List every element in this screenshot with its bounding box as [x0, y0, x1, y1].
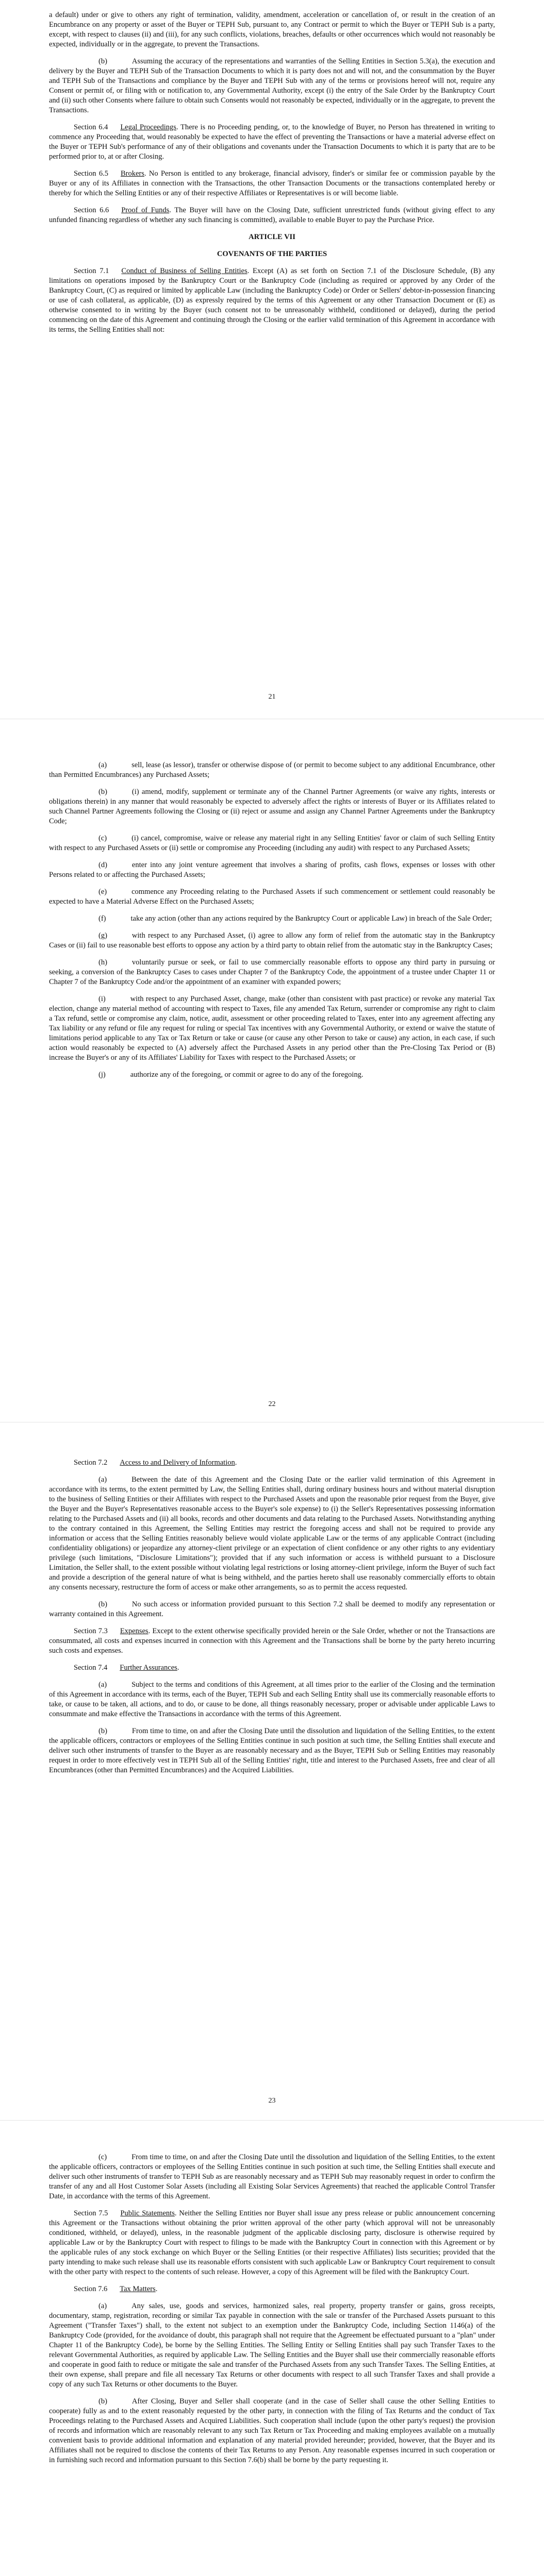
page-21-content	[49, 10, 495, 342]
clause-label: (b)	[98, 1727, 107, 1735]
clause-label: (h)	[98, 958, 107, 967]
section-number: Section 7.3	[74, 1627, 108, 1635]
section-paragraph: Section 7.6 Tax Matters.	[74, 2285, 158, 2293]
section-paragraph: Section 7.3 Expenses. Except to the extent otherwise specifically provided herein or the Sale Order, whether or not the Transactions are consummated, all costs and expenses incurred in connection with this Agreement and the Transactions shall be borne by the party hereto incurring such costs and expenses.	[49, 1627, 495, 1655]
clause-paragraph	[49, 760, 495, 780]
page-21	[0, 0, 544, 716]
clause-text: enter into any joint venture agreement that involves a sharing of profits, cash flows, expenses or losses with other Persons related to or affecting the Purchased Assets;	[49, 861, 495, 879]
clause-paragraph	[49, 2301, 495, 2389]
clause-paragraph	[49, 958, 495, 987]
clause-text: Subject to the terms and conditions of this Agreement, at all times prior to the earlier of the Closing and the termination of this Agreement in accordance with its terms, each of the Buyer, TEPH Sub and each Selling Entity shall use its commercially reasonable efforts to take, or cause to be taken, all actions, and to do, or cause to be done, all things reasonably necessary, proper or advisable under applicable Laws to consummate and make effective the Transactions in accordance with the terms of this Agreement.	[49, 1681, 495, 1718]
clause-paragraph	[49, 1726, 495, 1775]
section-number: Section 7.1	[74, 267, 109, 275]
section-number: Section 6.6	[74, 206, 109, 214]
clause-paragraph	[49, 834, 495, 853]
section-number: Section 6.5	[74, 170, 108, 178]
section-number: Section 6.4	[74, 123, 108, 131]
clause-label: (b)	[98, 788, 107, 796]
clause-text: Any sales, use, goods and services, harmonized sales, real property, property transfer or gains, gross receipts, documentary, stamp, registration, recording or similar Tax payable in connection with the sale or transfer of the Purchased Assets pursuant to this Agreement ("Transfer Taxes") shall, to the extent not subject to an exemption under the Bankruptcy Code, including Section 1146(a) of the Bankruptcy Code (provided, for the avoidance of doubt, this paragraph shall not require that the Agreement be effectuated pursuant to a "plan" under Chapter 11 of the Bankruptcy Code), be borne by the Selling Entities. The Selling Entity or Selling Entities shall pay such Transfer Taxes to the relevant Governmental Authorities, as required by applicable Law. The Selling Entities and the Buyer shall use their commercially reasonable efforts and cooperate in good faith to reduce or mitigate the sale and transfer of the Purchased Assets from any such Transfer Taxes. The Selling Entities, at their own expense, shall prepare and file all necessary Tax Returns or other documents with respect to all such Transfer Taxes and shall provide a copy of any such Tax Returns or other documents to the Buyer.	[49, 2302, 495, 2388]
section-text: There is no Proceeding pending, or, to the knowledge of Buyer, no Person has threatened in writing to commence any Proceeding that, would reasonably be expected to have the effect of preventing the Transactions or have a material adverse effect on the Buyer or TEPH Sub's performance of any of their obligations and covenants under the Transaction Documents to which it is party that are to be performed prior to, at or after Closing.	[49, 123, 495, 161]
section-heading: Access to and Delivery of Information	[120, 1459, 235, 1467]
clause-label: (a)	[98, 1476, 107, 1484]
section-text: The Buyer will have on the Closing Date, sufficient unrestricted funds (without giving effect to any unfunded financing regardless of whether any such financing is committed), available to enable Buyer to pay the Purchase Price.	[49, 206, 495, 224]
clause-label: (f)	[98, 914, 106, 923]
page-24-content	[49, 2153, 495, 2472]
section-number: Section 7.2	[74, 1459, 108, 1467]
section-heading: Tax Matters	[120, 2285, 156, 2293]
clause-paragraph	[49, 2153, 495, 2201]
clause-paragraph	[49, 1600, 495, 1619]
clause-label: (a)	[98, 761, 107, 769]
page-22	[0, 721, 544, 1422]
section-paragraph: Section 6.5 Brokers. No Person is entitled to any brokerage, financial advisory, finder's or similar fee or commission payable by the Buyer or any of its Affiliates in connection with the Transactions, the other Transaction Documents or the transactions contemplated hereby or thereby for which the Selling Entities or any of their respective Affiliates or Representatives is or will become liable.	[49, 170, 496, 197]
clause-label: (b)	[98, 2397, 107, 2405]
clause-label: (a)	[98, 1681, 107, 1689]
clause-text: (i) amend, modify, supplement or terminate any of the Channel Partner Agreements (or waive any rights, interests or obligations therein) in any manner that would reasonably be expected to adversely affect the rights or interests of Buyer or its Affiliates related to such Channel Partner Agreements following the Closing or (ii) reject or assume and assign any Channel Partner Agreements under the Bankruptcy Code;	[49, 788, 495, 825]
clause-label: (j)	[98, 1071, 106, 1079]
section-heading: Expenses	[120, 1627, 149, 1635]
clause-label: (c)	[98, 834, 107, 842]
clause-text: with respect to any Purchased Asset, change, make (other than consistent with past practice) or revoke any material Tax election, change any material method of accounting with respect to Taxes, file any amended Tax Return, surrender or compromise any right to claim a Tax refund, settle or compromise any claim, notice, audit, assessment or other proceeding related to Taxes, enter into any agreement affecting any Tax liability or any refund or file any request for ruling or special Tax incentives with any Governmental Authority, or extend or waive the statute of limitations period applicable to any Tax or Tax Return or take or cause (or cause any other Person to take or cause) any action, in each case, if such action would reasonably be expected to (A) adversely affect the Purchased Assets in any period other than the Pre-Closing Tax Period or (B) increase the Buyer's or any of its Affiliates' Liability for Taxes with respect to the Purchased Assets; or	[49, 995, 495, 1062]
clause-paragraph	[49, 2397, 495, 2465]
clause-paragraph	[49, 1475, 495, 1592]
clause-text: authorize any of the foregoing, or commit or agree to do any of the foregoing.	[130, 1071, 364, 1079]
clause-paragraph	[49, 931, 495, 951]
clause-text: From time to time, on and after the Closing Date until the dissolution and liquidation of the Selling Entities, to the extent the applicable officers, contractors or employees of the Selling Entities continue in such position at such time, the Selling Entities shall execute and deliver such other instruments of transfer to TEPH Sub as are reasonably necessary and as TEPH Sub may reasonably request in order to confirm the transfer of any and all Host Customer Solar Assets (including all Existing Solar Services Agreements) that reached the applicable Control Transfer Date, in accordance with the terms of this Agreement.	[49, 2153, 495, 2200]
clause-label: (e)	[98, 888, 107, 896]
section-text: Except to the extent otherwise specifically provided herein or the Sale Order, whether or not the Transactions are consummated, all costs and expenses incurred in connection with this Agreement and the Transactions shall be borne by the party hereto incurring such costs and expenses.	[49, 1627, 495, 1655]
clause-text: After Closing, Buyer and Seller shall cooperate (and in the case of Seller shall cause the other Selling Entities to cooperate) fully as and to the extent reasonably requested by the other party, in connection with the filing of Tax Returns and the conduct of Tax Proceedings relating to the Purchased Assets and Acquired Liabilities. Such cooperation shall include (upon the other party's request) the provision of records and information which are reasonably relevant to any such Tax Return or Tax Proceeding and making employees available on a mutually convenient basis to provide additional information and explanation of any material provided hereunder; provided, however, that the Buyer and its Affiliates shall not be required to disclose the contents of their Tax Returns to any Person. Any reasonable expenses incurred in such cooperation or in furnishing such record and information pursuant to this Section 7.6(b) shall be borne by the party requesting it.	[49, 2397, 495, 2464]
clause-text: take any action (other than any actions required by the Bankruptcy Court or applicable Law) in breach of the Sale Order;	[130, 914, 492, 923]
clause-paragraph	[49, 860, 495, 880]
section-number: Section 7.5	[74, 2209, 108, 2217]
clause-label: (c)	[98, 2153, 107, 2161]
clause-text: commence any Proceeding relating to the Purchased Assets if such commencement or settlement could reasonably be expected to have a Material Adverse Effect on the Purchased Assets;	[49, 888, 495, 906]
section-paragraph: Section 6.4 Legal Proceedings. There is no Proceeding pending, or, to the knowledge of Buyer, no Person has threatened in writing to commence any Proceeding that, would reasonably be expected to have the effect of preventing the Transactions or have a material adverse effect on the Buyer or TEPH Sub's performance of any of their obligations and covenants under the Transaction Documents to which it is party that are to be performed prior to, at or after Closing.	[49, 123, 495, 161]
section-heading: Proof of Funds	[121, 206, 170, 214]
clause-text: Assuming the accuracy of the representations and warranties of the Selling Entities in Section 5.3(a), the execution and delivery by the Buyer and TEPH Sub of the Transaction Documents to which it is party does not and will not, and the consummation by the Buyer and TEPH Sub of the Transactions and compliance by the Buyer and TEPH Sub with any of the terms or provisions hereof will not, require any Consent or permit of, or filing with or notification to, any Governmental Authority, except (i) the entry of the Sale Order by the Bankruptcy Court and (ii) such other Consents where failure to obtain such Consents would not reasonably be expected, individually or in the aggregate, to prevent the Transactions.	[49, 57, 495, 114]
clause-text: No such access or information provided pursuant to this Section 7.2 shall be deemed to modify any representation or warranty contained in this Agreement.	[49, 1600, 495, 1618]
clause-text: From time to time, on and after the Closing Date until the dissolution and liquidation of the Selling Entities, to the extent the applicable officers, contractors or employees of the Selling Entities continue in such position at such time, the Selling Entities shall execute and deliver such other instruments of transfer to the Buyer as are reasonably necessary and as the Buyer, TEPH Sub or Selling Entities may reasonably request in order to more effectively vest in TEPH Sub all of the Selling Entities' right, title and interest to the Purchased Assets, free and clear of all Encumbrances (other than Permitted Encumbrances) and the Acquired Liabilities.	[49, 1727, 495, 1774]
section-heading: Conduct of Business of Selling Entities	[121, 267, 248, 275]
page-number: 21	[268, 693, 276, 701]
section-heading: Further Assurances	[120, 1664, 177, 1672]
section-paragraph: Section 7.4 Further Assurances.	[74, 1664, 179, 1672]
article-heading: ARTICLE VII	[249, 233, 295, 241]
clause-text: sell, lease (as lessor), transfer or otherwise dispose of (or permit to become subject to any additional Encumbrance, other than Permitted Encumbrances) any Purchased Assets;	[49, 761, 495, 779]
clause-paragraph	[49, 1680, 495, 1719]
section-text: No Person is entitled to any brokerage, financial advisory, finder's or similar fee or commission payable by the Buyer or any of its Affiliates in connection with the Transactions, the other Transaction Documents or the transactions contemplated hereby or thereby for which the Selling Entities or any of their respective Affiliates or Representatives is or will become liable.	[49, 170, 496, 197]
page-23-content	[49, 1458, 495, 1783]
page-number: 22	[268, 1400, 276, 1408]
clause-label: (b)	[98, 1600, 107, 1608]
article-heading: COVENANTS OF THE PARTIES	[217, 250, 327, 258]
section-text: Except (A) as set forth on Section 7.1 of the Disclosure Schedule, (B) any limitations on operations imposed by the Bankruptcy Court or the Bankruptcy Code (including as required or approved by any Order of the Bankruptcy Court, (C) as required or limited by applicable Law (including the Bankruptcy Code) or Order or Sellers' debtor-in-possession financing or use of cash collateral, as applicable, (D) as expressly required by the terms of this Agreement or any other Transaction Document or (E) as otherwise consented to in writing by the Buyer (such consent not to be unreasonably withheld, conditioned or delayed), during the period commencing on the date of this Agreement and continuing through the Closing or the earlier valid termination of this Agreement in accordance with its terms, the Selling Entities shall not:	[49, 267, 495, 334]
clause-label: (b)	[98, 57, 107, 65]
section-paragraph: Section 7.5 Public Statements. Neither the Selling Entities nor Buyer shall issue any press release or public announcement concerning this Agreement or the Transactions without obtaining the prior written approval of the other party (which approval will not be unreasonably conditioned, withheld, or delayed), unless, in the reasonable judgment of the applicable disclosing party, disclosure is otherwise required by applicable Law or by the Bankruptcy Court with respect to filings to be made with the Bankruptcy Court in connection with this Agreement or by the applicable rules of any stock exchange on which Buyer or the Selling Entities (or their respective Affiliates) lists securities; provided that the party intending to make such release shall use its reasonable efforts consistent with such applicable Law or Bankruptcy Court requirement to consult with the other party with respect to the contents of such release. However, a copy of this Agreement will be filed with the Bankruptcy Court.	[49, 2209, 496, 2276]
clause-paragraph	[49, 57, 495, 115]
page-divider	[0, 2120, 544, 2121]
section-paragraph: Section 6.6 Proof of Funds. The Buyer will have on the Closing Date, sufficient unrestricted funds (without giving effect to any unfunded financing regardless of whether any such financing is committed), available to enable Buyer to pay the Purchase Price.	[49, 206, 495, 224]
clause-paragraph	[49, 1070, 495, 1080]
clause-text: voluntarily pursue or seek, or fail to use commercially reasonable efforts to oppose any third party in pursuing or seeking, a conversion of the Bankruptcy Cases to cases under Chapter 7 of the Bankruptcy Code, the appointment of a trustee under Chapter 11 or Chapter 7 of the Bankruptcy Code and/or the appointment of an examiner with expanded powers;	[49, 958, 495, 986]
clause-label: (g)	[98, 931, 107, 940]
section-heading: Legal Proceedings	[120, 123, 176, 131]
body-paragraph: a default) under or give to others any right of termination, validity, amendment, acceleration or cancellation of, or result in the creation of an Encumbrance on any property or asset of the Buyer or TEPH Sub, pursuant to, any Contract or permit to which the Buyer or TEPH Sub is a party, except, with respect to clauses (ii) and (iii), for any such conflicts, violations, breaches, defaults or other occurrences which would not reasonably be expected, individually or in the aggregate, to prevent the Transactions.	[49, 11, 495, 48]
section-heading: Public Statements	[120, 2209, 175, 2217]
page-23	[0, 1425, 544, 2120]
clause-paragraph	[49, 914, 495, 924]
page-22-content	[49, 760, 495, 1087]
clause-label: (a)	[98, 2302, 107, 2310]
clause-label: (d)	[98, 861, 107, 869]
section-paragraph: Section 7.1 Conduct of Business of Selling Entities. Except (A) as set forth on Section 7.1 of the Disclosure Schedule, (B) any limitations on operations imposed by the Bankruptcy Court or the Bankruptcy Code (including as required or approved by any Order of the Bankruptcy Court, (C) as required or limited by applicable Law (including the Bankruptcy Code) or Order or Sellers' debtor-in-possession financing or use of cash collateral, as applicable, (D) as expressly required by the terms of this Agreement or any other Transaction Document or (E) as otherwise consented to in writing by the Buyer (such consent not to be unreasonably withheld, conditioned or delayed), during the period commencing on the date of this Agreement and continuing through the Closing or the earlier valid termination of this Agreement in accordance with its terms, the Selling Entities shall not:	[49, 267, 495, 334]
clause-text: with respect to any Purchased Asset, (i) agree to allow any form of relief from the automatic stay in the Bankruptcy Cases or (ii) fail to use reasonable best efforts to oppose any action by a third party to obtain relief from the automatic stay in the Bankruptcy Cases;	[49, 931, 495, 950]
clause-text: (i) cancel, compromise, waive or release any material right in any Selling Entities' favor or claim of such Selling Entity with respect to any Purchased Assets or (ii) settle or compromise any Proceeding (including any audit) with respect to any Purchased Assets;	[49, 834, 495, 852]
clause-paragraph	[49, 994, 495, 1063]
clause-paragraph	[49, 787, 495, 826]
page-24	[0, 2123, 544, 2576]
clause-label: (i)	[98, 995, 106, 1003]
section-number: Section 7.4	[74, 1664, 108, 1672]
clause-paragraph	[49, 887, 495, 907]
section-paragraph: Section 7.2 Access to and Delivery of Information.	[74, 1459, 237, 1467]
section-text: Neither the Selling Entities nor Buyer shall issue any press release or public announcement concerning this Agreement or the Transactions without obtaining the prior written approval of the other party (which approval will not be unreasonably conditioned, withheld, or delayed), unless, in the reasonable judgment of the applicable disclosing party, disclosure is otherwise required by applicable Law or by the Bankruptcy Court with respect to filings to be made with the Bankruptcy Court in connection with this Agreement or by the applicable rules of any stock exchange on which Buyer or the Selling Entities (or their respective Affiliates) lists securities; provided that the party intending to make such release shall use its reasonable efforts consistent with such applicable Law or Bankruptcy Court requirement to consult with the other party with respect to the contents of such release. However, a copy of this Agreement will be filed with the Bankruptcy Court.	[49, 2209, 496, 2276]
section-heading: Brokers	[120, 170, 144, 178]
page-number: 23	[268, 2097, 276, 2105]
clause-text: Between the date of this Agreement and the Closing Date or the earlier valid termination of this Agreement in accordance with its terms, to the extent permitted by Law, the Selling Entities shall, during ordinary business hours and without material disruption to the business of Selling Entities or their Affiliates with respect to the Purchased Assets and upon the reasonable prior request from the Buyer, give the Buyer and the Buyer's Representatives reasonable access to the Buyer's sole expense) to (i) the Seller's Representatives possessing information relating to the Purchased Assets and (ii) all books, records and other documents and data relating to the Purchased Assets. Notwithstanding anything to the contrary contained in this Agreement, the Selling Entities may restrict the foregoing access and shall not be required to provide any information or access that the Selling Entities reasonably believe would violate applicable Law or the terms of any applicable Contract (including confidentiality obligations) or jeopardize any attorney-client privilege or an expectation of client confidence or any other rights to any evidentiary privilege (such limitations, "Disclosure Limitations"); provided that if any such information or access is withheld pursuant to a Disclosure Limitation, the Seller shall, to the extent possible without violating legal restrictions or losing attorney-client privilege, inform the Buyer of such fact and provide a description of the general nature of what is being withheld, and the parties hereto shall use reasonably commercially efforts to obtain any consents necessary, restructure the form of access or make other arrangements, so as to permit the access requested.	[49, 1476, 495, 1591]
section-number: Section 7.6	[74, 2285, 108, 2293]
